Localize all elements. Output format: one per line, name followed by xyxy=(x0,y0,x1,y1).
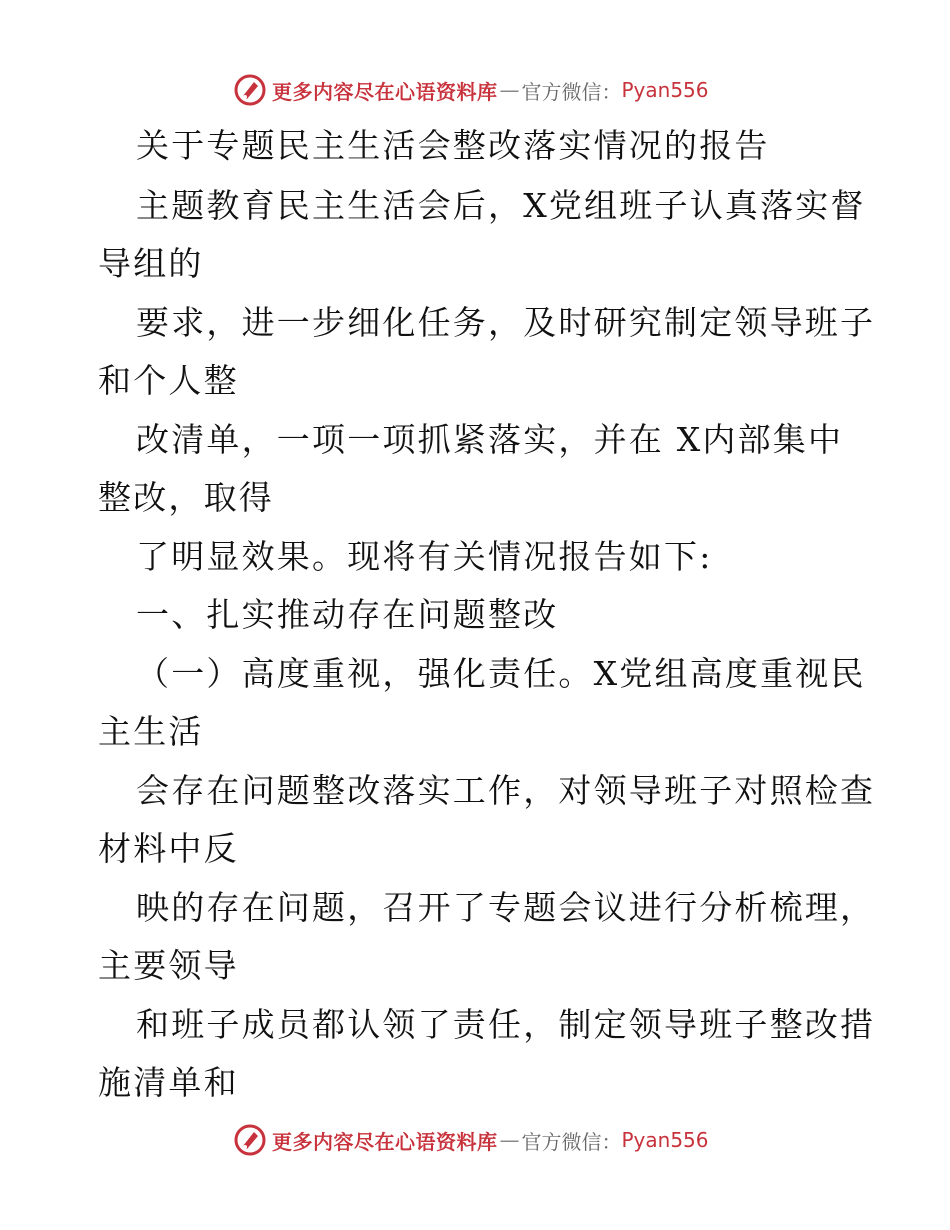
paragraph-line: 和班子成员都认领了责任，制定领导班子整改措 xyxy=(136,1005,876,1044)
paragraph-line: 要求，进一步细化任务，及时研究制定领导班子 xyxy=(136,303,876,342)
paragraph-line: 改清单，一项一项抓紧落实，并在 X内部集中 xyxy=(136,420,844,459)
brand-logo-icon xyxy=(234,74,266,106)
paragraph-line: 导组的 xyxy=(98,244,204,283)
watermark-wechat-id: Pyan556 xyxy=(621,78,709,102)
paragraph-line: 材料中反 xyxy=(98,829,239,868)
section-heading: 一、扎实推动存在问题整改 xyxy=(136,595,559,634)
paragraph-line: （一）高度重视，强化责任。X党组高度重视民 xyxy=(136,654,866,693)
paragraph-line: 主要领导 xyxy=(98,946,239,985)
watermark-wechat-label: 官方微信： xyxy=(521,1129,622,1154)
footer-watermark xyxy=(234,1122,709,1158)
paragraph-line: 主生活 xyxy=(98,712,204,751)
watermark-wechat-id: Pyan556 xyxy=(621,1128,709,1152)
header-watermark xyxy=(234,72,709,108)
document-title: 关于专题民主生活会整改落实情况的报告 xyxy=(136,126,770,165)
paragraph-line: 映的存在问题，召开了专题会议进行分析梳理， xyxy=(136,888,876,927)
watermark-separator: — xyxy=(499,1128,520,1152)
paragraph-line: 了明显效果。现将有关情况报告如下: xyxy=(136,537,713,576)
watermark-site-name: 更多内容尽在心语资料库 xyxy=(272,1129,498,1154)
watermark-wechat-label: 官方微信： xyxy=(521,79,622,104)
watermark-separator: — xyxy=(499,78,520,102)
paragraph-line: 会存在问题整改落实工作，对领导班子对照检查 xyxy=(136,771,876,810)
paragraph-line: 和个人整 xyxy=(98,361,239,400)
brand-logo-icon xyxy=(234,1124,266,1156)
paragraph-line: 整改，取得 xyxy=(98,478,274,517)
paragraph-line: 主题教育民主生活会后，X党组班子认真落实督 xyxy=(136,186,866,225)
watermark-site-name: 更多内容尽在心语资料库 xyxy=(272,79,498,104)
paragraph-line: 施清单和 xyxy=(98,1063,239,1102)
